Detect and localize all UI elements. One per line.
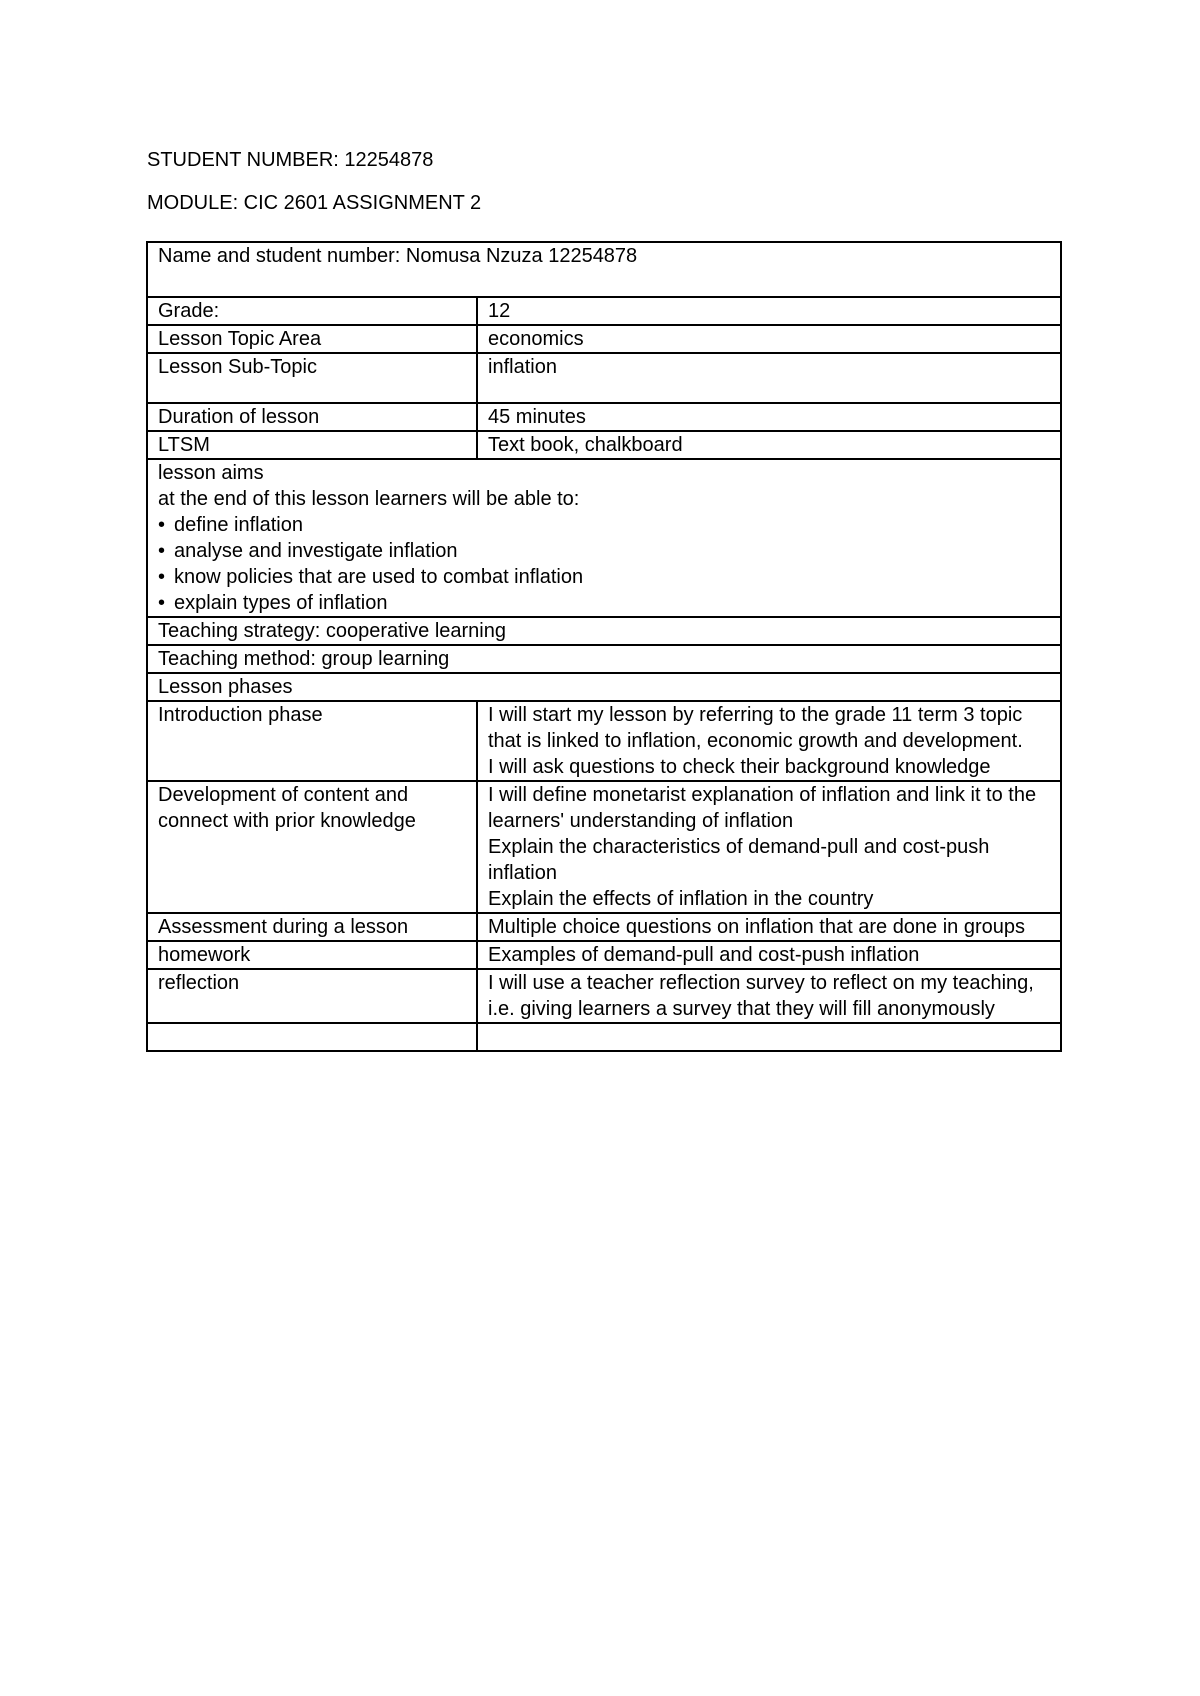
topic-area-label: Lesson Topic Area bbox=[147, 325, 477, 353]
bullet-icon: • bbox=[158, 540, 166, 562]
reflection-row bbox=[147, 969, 1061, 1023]
grade-value: 12 bbox=[477, 297, 1061, 325]
introduction-value: I will start my lesson by referring to the grade 11 term 3 topic that is linked to inflation, economic growth and development. I will ask questions to check their background knowledge bbox=[477, 701, 1061, 781]
ltsm-row bbox=[147, 431, 1061, 459]
list-item: • analyse and investigate inflation bbox=[158, 540, 458, 562]
development-row bbox=[147, 781, 1061, 913]
empty-row bbox=[147, 1023, 1061, 1051]
name-and-student-number: Name and student number: Nomusa Nzuza 12254878 bbox=[147, 242, 1061, 297]
grade-row bbox=[147, 297, 1061, 325]
reflection-label: reflection bbox=[147, 969, 477, 1023]
empty-cell bbox=[477, 1023, 1061, 1051]
development-label: Development of content and connect with prior knowledge bbox=[147, 781, 477, 913]
lesson-phases-row bbox=[147, 673, 1061, 701]
topic-area-row bbox=[147, 325, 1061, 353]
duration-value: 45 minutes bbox=[477, 403, 1061, 431]
bullet-icon: • bbox=[158, 592, 166, 614]
lesson-aims-cell bbox=[147, 459, 1061, 617]
name-row bbox=[147, 242, 1061, 297]
sub-topic-value: inflation bbox=[477, 353, 1061, 403]
lesson-aims-list bbox=[158, 512, 1050, 616]
homework-label: homework bbox=[147, 941, 477, 969]
lesson-phases-title: Lesson phases bbox=[147, 673, 1061, 701]
module-line: MODULE: CIC 2601 ASSIGNMENT 2 bbox=[147, 192, 482, 214]
teaching-method: Teaching method: group learning bbox=[147, 645, 1061, 673]
lesson-plan-table bbox=[146, 241, 1062, 1052]
empty-cell bbox=[147, 1023, 477, 1051]
topic-area-value: economics bbox=[477, 325, 1061, 353]
development-value: I will define monetarist explanation of inflation and link it to the learners' understanding of inflation Explain the characteristics of demand-pull and cost-push inflation Explain the effects of inflation in the country bbox=[477, 781, 1061, 913]
introduction-row bbox=[147, 701, 1061, 781]
list-item: • know policies that are used to combat inflation bbox=[158, 566, 584, 588]
list-item: • explain types of inflation bbox=[158, 592, 388, 614]
bullet-icon: • bbox=[158, 514, 166, 536]
list-item: • define inflation bbox=[158, 514, 303, 536]
assessment-value: Multiple choice questions on inflation that are done in groups bbox=[477, 913, 1061, 941]
lesson-aims-title: lesson aims bbox=[158, 462, 264, 484]
student-number-line: STUDENT NUMBER: 12254878 bbox=[147, 149, 434, 171]
duration-label: Duration of lesson bbox=[147, 403, 477, 431]
reflection-value: I will use a teacher reflection survey to reflect on my teaching, i.e. giving learners a survey that they will fill anonymously bbox=[477, 969, 1061, 1023]
ltsm-value: Text book, chalkboard bbox=[477, 431, 1061, 459]
assessment-label: Assessment during a lesson bbox=[147, 913, 477, 941]
assessment-row bbox=[147, 913, 1061, 941]
grade-label: Grade: bbox=[147, 297, 477, 325]
teaching-strategy: Teaching strategy: cooperative learning bbox=[147, 617, 1061, 645]
lesson-aims-intro: at the end of this lesson learners will be able to: bbox=[158, 488, 580, 510]
bullet-icon: • bbox=[158, 566, 166, 588]
homework-value: Examples of demand-pull and cost-push inflation bbox=[477, 941, 1061, 969]
sub-topic-label: Lesson Sub-Topic bbox=[147, 353, 477, 403]
teaching-method-row bbox=[147, 645, 1061, 673]
introduction-label: Introduction phase bbox=[147, 701, 477, 781]
ltsm-label: LTSM bbox=[147, 431, 477, 459]
teaching-strategy-row bbox=[147, 617, 1061, 645]
duration-row bbox=[147, 403, 1061, 431]
lesson-aims-row bbox=[147, 459, 1061, 617]
sub-topic-row bbox=[147, 353, 1061, 403]
homework-row bbox=[147, 941, 1061, 969]
